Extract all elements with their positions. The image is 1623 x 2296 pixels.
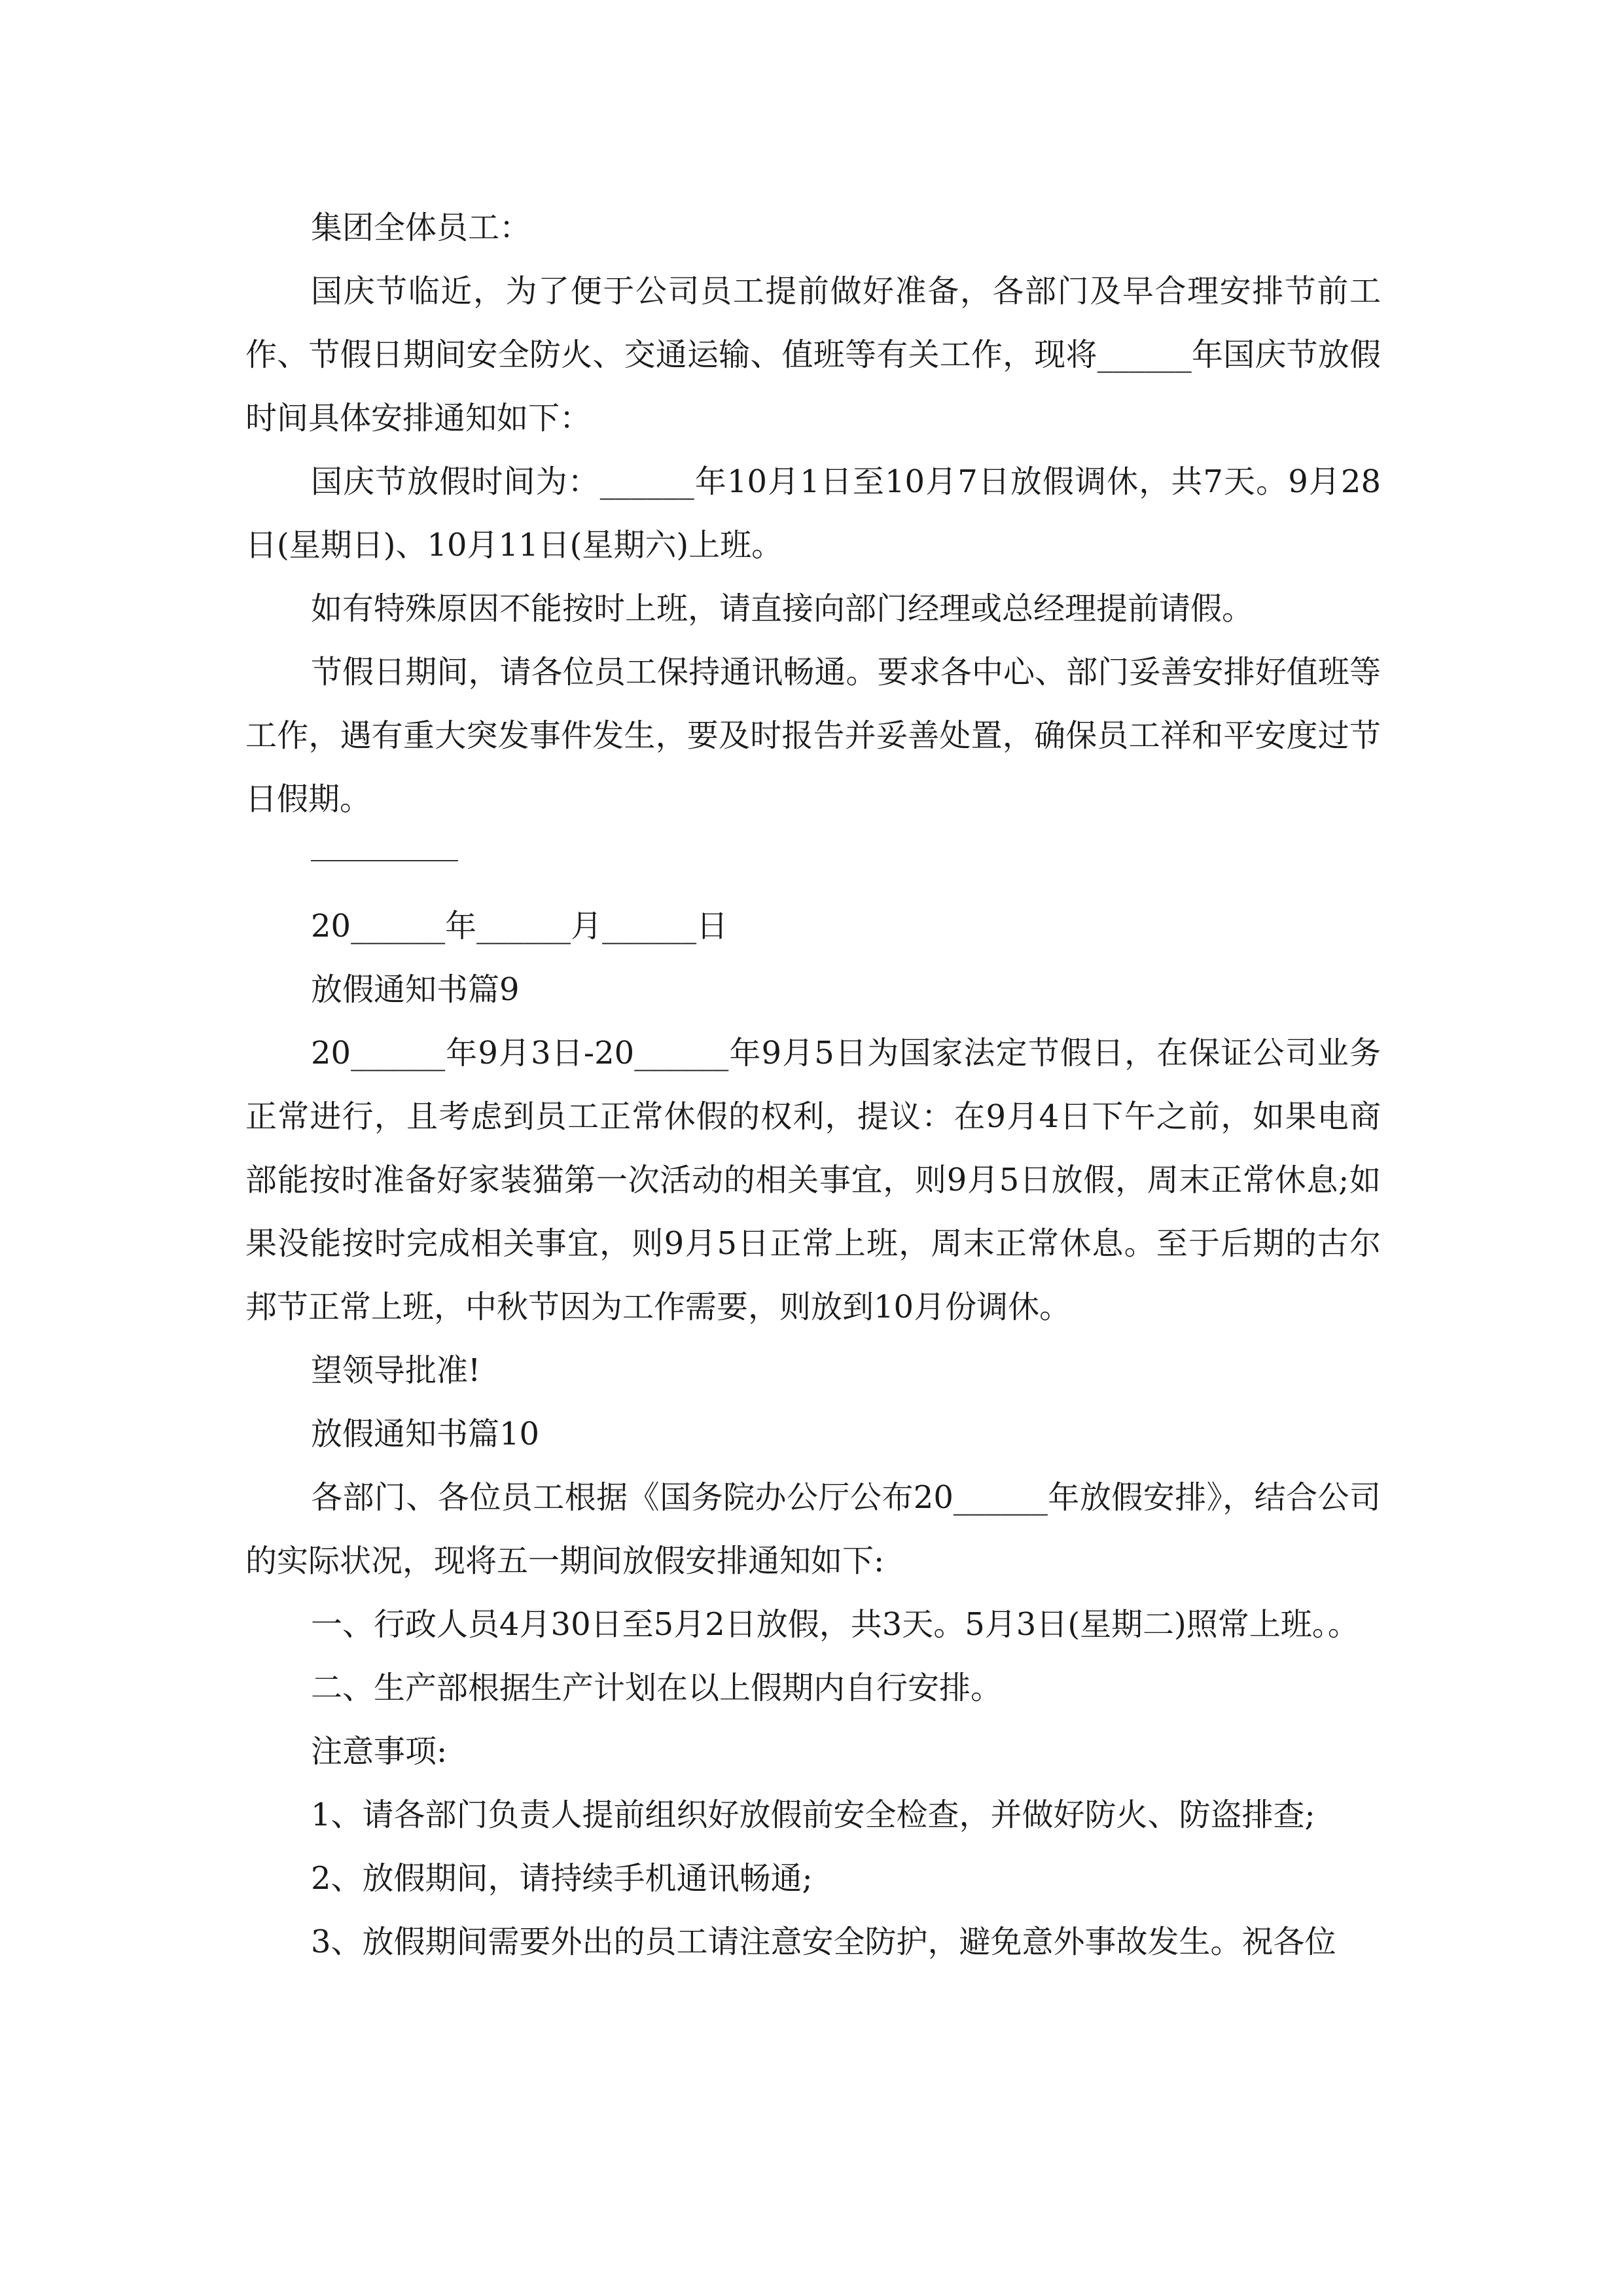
note-item-2: 2、放假期间，请持续手机通讯畅通; [311,1860,813,1897]
note-item-3: 3、放假期间需要外出的员工请注意安全防护，避免意外事故发生。祝各位 [311,1924,1336,1960]
section-10-title: 放假通知书篇10 [311,1416,540,1452]
signature-rule [311,860,458,861]
section-10-item-admin: 一、行政人员4月30日至5月2日放假，共3天。5月3日(星期二)照常上班。。 [311,1606,1359,1643]
section-10-item-production: 二、生产部根据生产计划在以上假期内自行安排。 [311,1670,1003,1706]
section-9-title: 放假通知书篇9 [311,971,520,1008]
section-9-closing: 望领导批准! [311,1352,481,1389]
note-item-1: 1、请各部门负责人提前组织好放假前安全检查，并做好防火、防盗排查; [311,1797,1315,1833]
salutation: 集团全体员工： [311,209,531,246]
section-9-body-paragraph: 20______年9月3日-20______年9月5日为国家法定节假日，在保证公司业务正常进行，且考虑到员工正常休假的权利，提议：在9月4日下午之前，如果电商部能按时准备好家装猫第一次活动的相关事宜，则9月5日放假，周末正常休息;如果没能按时完成相关事宜，则9月5日正常上班，周末正常休息。至于后期的古尔邦节正常上班，中秋节因为工作需要，则放到10月份调休。 [245,1035,1381,1325]
notice-intro-paragraph: 国庆节临近，为了便于公司员工提前做好准备，各部门及早合理安排节前工作、节假日期间安全防火、交通运输、值班等有关工作，现将______年国庆节放假时间具体安排通知如下： [245,273,1381,437]
section-10-intro-paragraph: 各部门、各位员工根据《国务院办公厅公布20______年放假安排》，结合公司的实际状况，现将五一期间放假安排通知如下: [245,1479,1381,1579]
document-body [245,196,1381,1974]
notes-heading: 注意事项: [311,1733,448,1770]
date-line: 20______年______月______日 [311,908,728,944]
leave-request-paragraph: 如有特殊原因不能按时上班，请直接向部门经理或总经理提前请假。 [311,590,1254,627]
duty-arrangement-paragraph: 节假日期间，请各位员工保持通讯畅通。要求各中心、部门妥善安排好值班等工作，遇有重大突发事件发生，要及时报告并妥善处置，确保员工祥和平安度过节日假期。 [245,654,1381,817]
signature-line [245,831,1381,895]
holiday-schedule-paragraph: 国庆节放假时间为：______年10月1日至10月7日放假调休，共7天。9月28日(星期日)、10月11日(星期六)上班。 [245,463,1381,564]
